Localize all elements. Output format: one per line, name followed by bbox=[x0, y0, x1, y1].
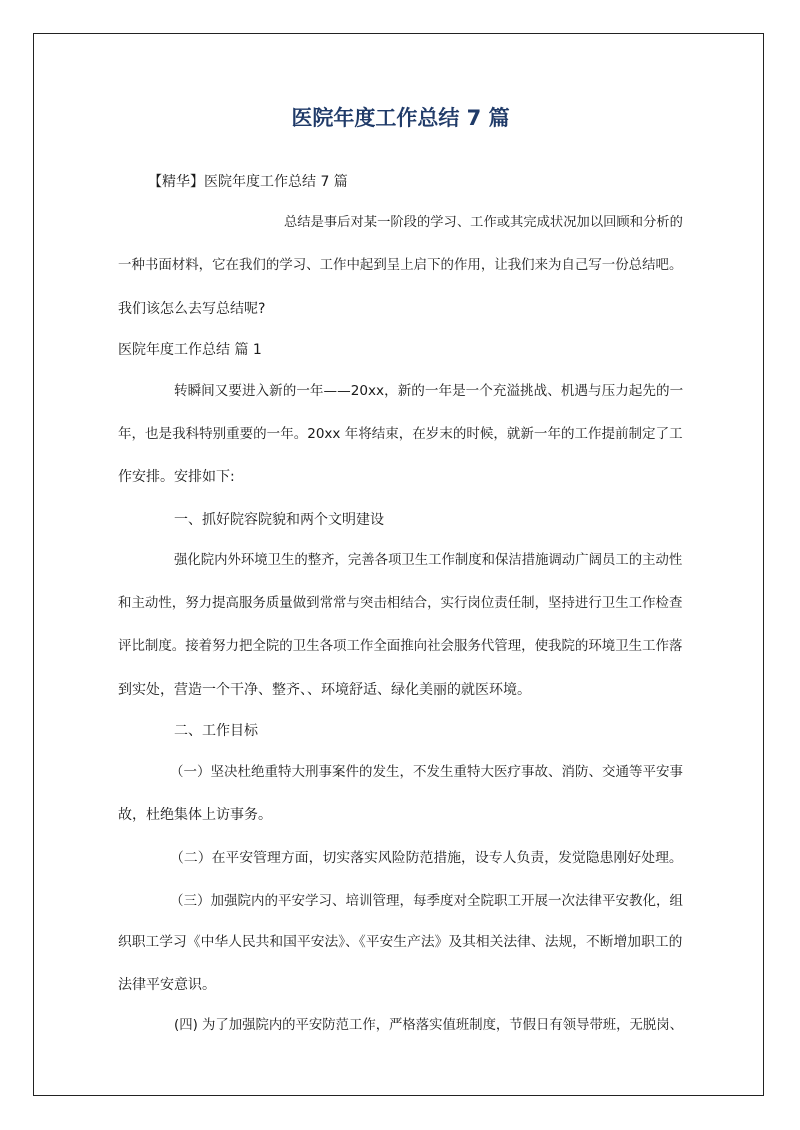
text-line: 总结是事后对某一阶段的学习、工作或其完成状况加以回顾和分析的 bbox=[284, 215, 683, 230]
text-line: 和主动性，努力提高服务质量做到常常与突击相结合，实行岗位责任制，坚持进行卫生工作检查 bbox=[118, 596, 683, 611]
text-line: （三）加强院内的平安学习、培训管理，每季度对全院职工开展一次法律平安教化，组 bbox=[170, 893, 683, 909]
text-line: 织职工学习《中华人民共和国平安法》、《平安生产法》及其相关法律、法规，不断增加职工的 bbox=[118, 934, 683, 950]
text-line: 强化院内外环境卫生的整齐，完善各项卫生工作制度和保洁措施调动广阔员工的主动性 bbox=[174, 553, 683, 568]
text-line-subtitle: 【精华】医院年度工作总结 7 篇 bbox=[148, 174, 348, 190]
text-line: 我们该怎么去写总结呢? bbox=[118, 301, 266, 317]
text-line: （一）坚决杜绝重特大刑事案件的发生，不发生重特大医疗事故、消防、交通等平安事 bbox=[170, 764, 683, 780]
section-heading: 二、工作目标 bbox=[174, 723, 258, 739]
text-line: 一种书面材料，它在我们的学习、工作中起到呈上启下的作用，让我们来为自己写一份总结吧。 bbox=[118, 258, 683, 273]
text-line: 作安排。安排如下: bbox=[118, 469, 235, 485]
text-line: 法律平安意识。 bbox=[118, 977, 216, 993]
section-heading: 一、抓好院容院貌和两个文明建设 bbox=[174, 512, 384, 528]
text-line: （二）在平安管理方面，切实落实风险防范措施，设专人负责，发觉隐患刚好处理。 bbox=[170, 850, 683, 866]
text-line: 转瞬间又要进入新的一年——20xx，新的一年是一个充溢挑战、机遇与压力起先的一 bbox=[174, 383, 684, 399]
text-line: (四) 为了加强院内的平安防范工作，严格落实值班制度，节假日有领导带班，无脱岗、 bbox=[174, 1018, 683, 1033]
section-heading: 医院年度工作总结 篇 1 bbox=[118, 342, 262, 358]
text-line: 评比制度。接着努力把全院的卫生各项工作全面推向社会服务代管理，使我院的环境卫生工作落 bbox=[118, 639, 683, 654]
text-line: 到实处，营造一个干净、整齐、、环境舒适、绿化美丽的就医环境。 bbox=[118, 682, 531, 698]
text-line: 年，也是我科特别重要的一年。20xx 年将结束，在岁末的时候，就新一年的工作提前制定了工 bbox=[118, 426, 683, 442]
text-line: 故，杜绝集体上访事务。 bbox=[118, 807, 272, 823]
document-title: 医院年度工作总结 7 篇 bbox=[291, 106, 510, 130]
